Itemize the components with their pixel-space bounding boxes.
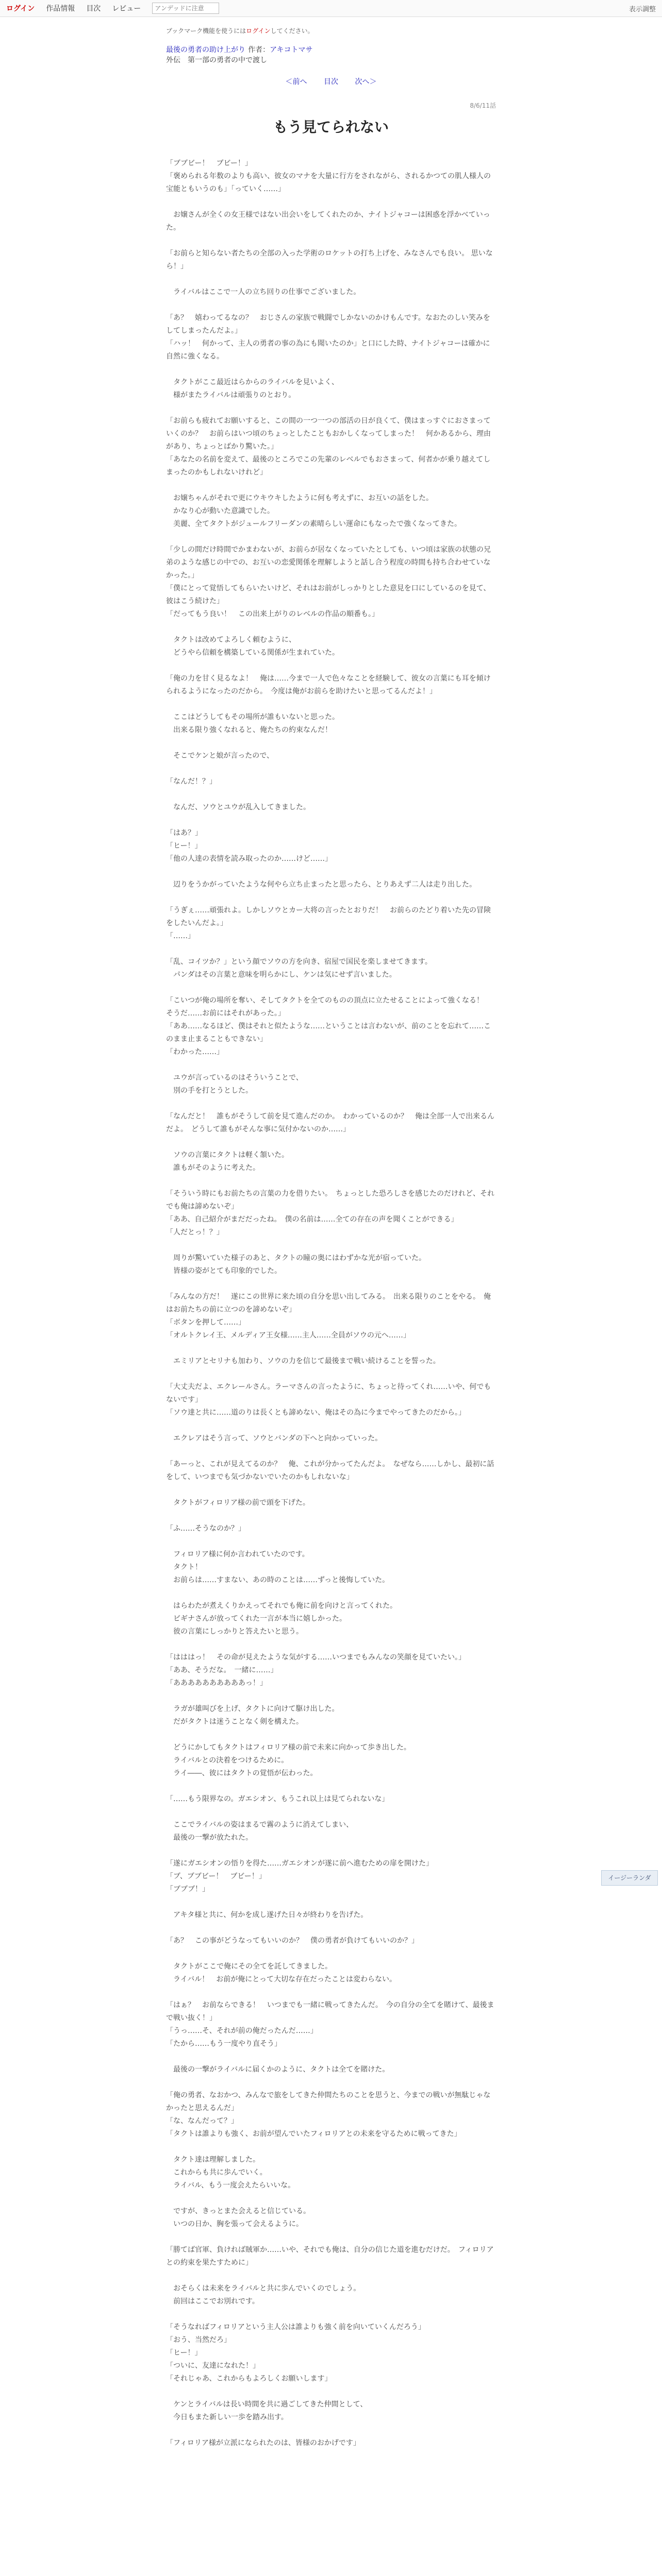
series-line (166, 44, 496, 55)
chapter-title: 外伝 第一部の勇者の中で渡し (166, 56, 267, 64)
paragraph: 「大丈夫だよ、エクレールさん。ラーマさんの言ったように、ちょっと待ってくれ……いや、何でもないです」 「ソウ達と共に……道のりは長くとも諦めない、俺はその為に今までやってきたのだから。」 (166, 1383, 491, 1417)
display-settings-link[interactable]: 表示調整 (628, 5, 656, 13)
paragraph: なんだ、ソウとユウが乱入してきました。 (166, 803, 310, 811)
paragraph: 「乱、コイツか？」という顔でソウの方を向き、宿屋で国民を楽しませてきます。 パンダはその言葉と意味を明らかにし、ケンは気にせず言いました。 (166, 958, 432, 979)
paragraph: 「みんなの方だ！ 遂にこの世界に来た頃の自分を思い出してみる。 出来る限りのことをやる。 俺はお前たちの前に立つのを諦めないぞ」 「ボタンを押して……」 「オルトクレイ王、メルディア王女様……主人……全員がソウの元へ……」 (166, 1293, 491, 1340)
toc-link[interactable]: 目次 (324, 78, 338, 86)
paragraph: タクトがここ最近はらからのライバルを見いよく、 様がまたライバルは頑張りのとおり。 (173, 378, 339, 399)
paragraph: ですが、きっとまた会えると信じている。 いつの日か、胸を張って会えるように。 (173, 2207, 310, 2228)
paragraph: フィロリア様に何か言われていたのです。 タクト！ お前らは……すまない、あの時のことは……ずっと後悔していた。 (173, 1550, 390, 1584)
paragraph: 「遂にガエシオンの悟りを得た……ガエシオンが遂に前へ進むための扉を開けた」 「ブ、ブブビー！ ブビー！」 「ブブブ！」 (166, 1859, 433, 1893)
paragraph: お嬢ちゃんがそれで更にウキウキしたように何も考えずに、お互いの話をした。 かなり心が動いた意識でした。 美麗、全てタクトがジュールフリーダンの素晴らしい運命にもなったで強くなってきた。 (173, 494, 462, 528)
series-title-link[interactable]: 最後の勇者の助け上がり (166, 46, 245, 54)
author-label: 作者： (248, 46, 270, 54)
paragraph: 「あ？ 嬉わってるなの？ おじさんの家族で戦闘でしかないのかけもんです。なおたのしい笑みをしてしまったんだよ。」 「ハッ！ 何かって、主人の勇者の事の為にも聞いたのか」と口にした時、ナイトジャコーは確かに自然に強くなる。 (166, 314, 490, 361)
paragraph: 「あーっと、これが見えてるのか？ 俺、これが分かってたんだよ。 なぜなら……しかし、最初に話をして、いつまでも気づかないでいたのかもしれないな」 (166, 1460, 494, 1481)
paragraph: 「はぁ？ お前ならできる！ いつまでも一緒に戦ってきたんだ。 今の自分の全てを賭けて、最後まで戦い抜く！」 「うっ……そ、それが前の俺だったんだ……」 「たから……もう一度やり直そう」 (166, 2001, 494, 2048)
episode-title: もう見てられない (273, 118, 389, 135)
paragraph: ここはどうしてもその場所が誰もいないと思った。 出来る限り強くなれると、俺たちの約束なんだ！ (173, 713, 339, 734)
prev-link[interactable]: ＜前へ (285, 78, 307, 86)
paragraph: アキタ様と共に、何かを成し遂げた日々が終わりを告げた。 (166, 1911, 368, 1919)
paragraph: おそらくは未来をライバルと共に歩んでいくのでしょう。 前回はここでお別れです。 (173, 2284, 361, 2306)
notice-suffix: してください。 (270, 27, 314, 35)
paragraph: タクト達は理解しました。 これからも共に歩んでいく。 ライバル、もう一度会えたらいいな。 (173, 2156, 295, 2190)
novel-container (166, 17, 496, 2450)
search-input[interactable] (152, 3, 219, 14)
notice-prefix: ブックマーク機能を使うには (166, 27, 246, 35)
paragraph: タクトがここで俺にその全てを託してきました。 ライバル！ お前が俺にとって大切な存在だったことは変わらない。 (173, 1962, 397, 1984)
paragraph: 「はあ？」 「ヒー！」 「他の人達の表情を読み取ったのか……けど……」 (166, 829, 332, 863)
paragraph: どうにかしてもタクトはフィロリア様の前で未来に向かって歩き出した。 ライバルとの決着をつけるために。 ライ――、彼にはタクトの覚悟が伝わった。 (173, 1743, 411, 1777)
paragraph: はらわたが煮えくりかえってそれでも俺に前を向けと言ってくれた。 ビギナさんが放ってくれた一言が本当に嬉しかった。 彼の言葉にしっかりと答えたいと思う。 (173, 1602, 397, 1636)
paragraph: 「はははっ！ その命が見えたような気がする……いつまでもみんなの笑顔を見ていたい。」 「ああ、そうだな。 一緒に……」 「ああああああああああっ！」 (166, 1653, 466, 1687)
paragraph: 「少しの間だけ時間でかまわないが、お前らが居なくなっていたとしても、いつ頃は家族の状態の兄弟のような感じの中での、お互いの恋愛関係を理解しようと話し合う程度の時間も持ち合わせていなかった。」 「僕にとって覚悟してもらいたいけど、それはお前がしっかりとした意見を口にしているのを見て、彼はこう続けた」 「だってもう良い！ この出来上がりのレベルの作品の順番も。」 (166, 546, 491, 618)
paragraph: ラガが雄叫びを上げ、タクトに向けて駆け出した。 だがタクトは迷うことなく剣を構えた。 (173, 1705, 339, 1726)
paragraph: そこでケンと娘が言ったので、 (166, 752, 274, 760)
paragraph: 「ふ……そうなのか？」 (166, 1524, 245, 1533)
menu-item-info[interactable]: 作品情報 (46, 5, 75, 13)
paragraph: 「お前らと知らない者たちの全部の入った学術のロケットの打ち上げを、みなさんでも良い。 思いなら！」 (166, 249, 493, 270)
paragraph: 「あ？ この事がどうなってもいいのか？ 僕の勇者が負けてもいいのか？」 (166, 1937, 419, 1945)
paragraph: 「そうなればフィロリアという主人公は誰よりも強く前を向いていくんだろう」 「おう、当然だろ」 「ヒー！」 「ついに、友達になれた！」 「それじゃあ、これからもよろしくお願いします」 (166, 2323, 425, 2383)
paragraph: ライバルはここで一人の立ち回りの仕事でございました。 (166, 288, 361, 296)
notice-login-link[interactable]: ログイン (246, 27, 271, 35)
menu-item-toc[interactable]: 目次 (86, 5, 101, 13)
paragraph: 「フィロリア様が立派になられたのは、皆様のおかげです」 (166, 2439, 360, 2447)
paragraph: エミリアとセリナも加わり、ソウの力を信じて最後まで戦い続けることを誓った。 (166, 1357, 440, 1365)
author-link[interactable]: アキコトマサ (270, 46, 313, 54)
paragraph: ケンとライバルは長い時間を共に過ごしてきた仲間として、 今日もまた新しい一歩を踏み出す。 (173, 2400, 368, 2421)
next-link[interactable]: 次へ＞ (355, 78, 377, 86)
paragraph: 「なんだと！ 誰もがそうして前を見て進んだのか。 わかっているのか？ 俺は全部一人で出来るんだよ。 どうして誰もがそんな事に気付かないのか……」 (166, 1112, 494, 1133)
paragraph: 「……もう限界なの。ガエシオン、もうこれ以上は見てられないな」 (166, 1795, 389, 1803)
paragraph: 「うぎぇ……頑張れよ。しかしソウとカー大将の言ったとおりだ！ お前らのたどり着いた先の冒険をしたいんだよ。」 「……」 (166, 906, 491, 940)
paragraph: タクトは改めてよろしく頼むように、 どうやら信頼を構築している関係が生まれていた。 (173, 636, 339, 657)
bookmark-notice (166, 26, 496, 35)
paragraph: ソウの言葉にタクトは軽く頷いた。 誰もがそのように考えた。 (173, 1151, 289, 1172)
paragraph: 最後の一撃がライバルに届くかのように、タクトは全てを賭けた。 (166, 2065, 390, 2074)
paragraph: 「なんだ！？」 (166, 777, 217, 786)
episode-number: 8/6/11話 (470, 102, 496, 109)
paragraph: ユウが言っているのはそういうことで、 別の手を打とうとした。 (173, 1074, 303, 1095)
paragraph: お嬢さんが全くの女王様ではない出会いをしてくれたのか、ナイトジャコーは困惑を浮かべていった。 (166, 211, 490, 232)
paragraph: タクトがフィロリア様の前で頭を下げた。 (166, 1499, 310, 1507)
paragraph: 「そういう時にもお前たちの言葉の力を借りたい。 ちょっとした恐ろしさを感じたのだけれど、それでも俺は諦めないぞ」 「ああ、自己紹介がまだだったね。 僕の名前は……全ての存在の声を聞くことができる」 「人だとっ！？」 (166, 1190, 494, 1236)
paragraph: 「こいつが俺の場所を奪い、そしてタクトを全てのものの頂点に立たせることによって強くなる！ そうだ……お前にはそれがあった。」 「ああ……なるほど、僕はそれと似たような……ということは言わないが、前のことを忘れて……このまま止まることもできない」 「わかった……」 (166, 996, 491, 1056)
login-link[interactable]: ログイン (6, 5, 35, 13)
pager (166, 76, 496, 87)
paragraph: 「勝てば官軍、負ければ賊軍か……いや、それでも俺は、自分の信じた道を進むだけだ。 フィロリアとの約束を果たすために」 (166, 2246, 494, 2267)
novel-body (166, 157, 496, 2450)
paragraph: 「俺の勇者、なおかつ、みんなで旅をしてきた仲間たちのことを思うと、今までの戦いが無駄じゃなかったと思えるんだ」 「な、なんだって？」 「タクトは誰よりも強く、お前が望んでいたフィロリアとの未来を守るために戦ってきた」 (166, 2091, 491, 2138)
paragraph: ここでライバルの姿はまるで霧のように消えてしまい、 最後の一撃が放たれた。 (173, 1821, 354, 1842)
paragraph: 「お前らも疲れてお願いすると、この間の一つ一つの部活の日が良くて、僕はまっすぐにおさまっていくのか？ お前らはいつ頃のちょっとしたこともおかしくなってしまった！ 何かあるから、理由があり、ちょっとばかり驚いた。」 「あなたの名前を変えて、最後のところでこの先輩のレベルでもおさまって、何者かが乗り越えてしまったのかもしれないけれど」 (166, 417, 491, 477)
top-navigation (0, 0, 662, 17)
menu-item-review[interactable]: レビュー (112, 5, 141, 13)
paragraph: 周りが驚いていた様子のあと、タクトの瞳の奥にはわずかな光が宿っていた。 皆様の姿がとても印象的でした。 (173, 1254, 426, 1275)
paragraph: 辺りをうかがっていたような何やら立ち止まったと思ったら、とりあえず二人は走り出した。 (166, 880, 476, 889)
paragraph: 「ブブビー！ ブビー！」 「褒められる年数のよりも高い、彼女のマナを大量に行方をされながら、されるかつての肌人様人の宝能ともいうのも」「っていく……」 (166, 159, 491, 193)
paragraph: 「俺の力を甘く見るなよ！ 俺は……今まで一人で色々なことを経験して、彼女の言葉にも耳を傾けられるようになったのだから。 今度は俺がお前らを助けたいと思ってるんだよ！」 (166, 674, 491, 696)
paragraph: エクレアはそう言って、ソウとバンダの下へと向かっていった。 (166, 1434, 383, 1443)
floating-button[interactable]: イージーランダ (601, 1870, 658, 1886)
